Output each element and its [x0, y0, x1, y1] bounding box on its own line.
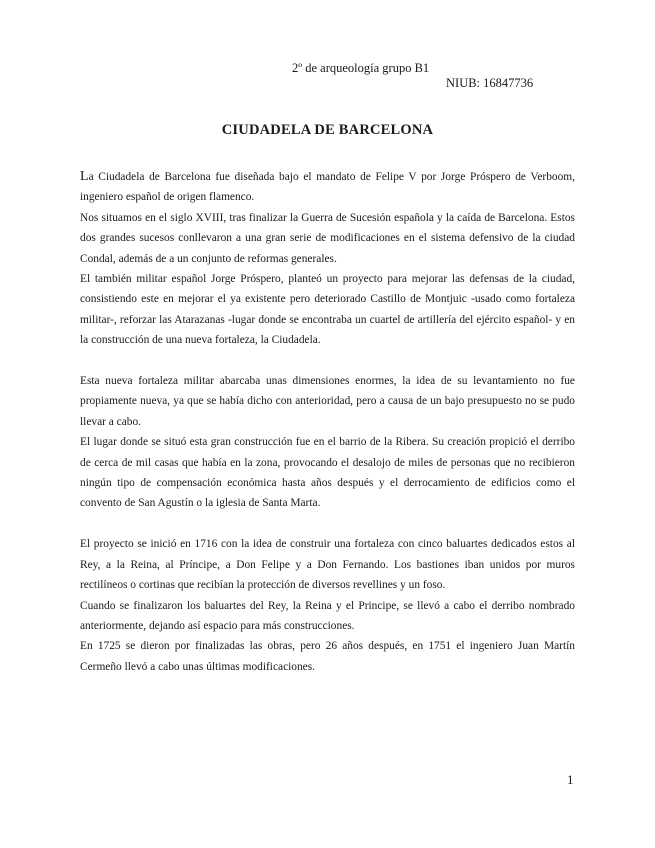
- paragraph-7: Cuando se finalizaron los baluartes del Rey, la Reina y el Principe, se llevó a cabo el derribo nombrado anteriormente, dejando así espacio para más construcciones.: [80, 599, 575, 632]
- paragraph-3: El también militar español Jorge Próspero, planteó un proyecto para mejorar las defensas de la ciudad, consistiendo este en mejorar el ya existente pero deteriorado Castillo de Montjuic -usado como fortaleza militar-, reforzar las Atarazanas -lugar donde se encontraba un cuartel de artillería del ejército español- y en la construcción de una nueva fortaleza, la Ciudadela.: [80, 273, 575, 347]
- header-niub: NIUB: 16847736: [446, 76, 534, 90]
- paragraph-1-initial: L: [80, 169, 89, 184]
- paragraph-4: Esta nueva fortaleza militar abarcaba unas dimensiones enormes, la idea de su levantamiento no fue propiamente nueva, ya que se había dicho con anterioridad, pero a causa de un bajo presupuesto no se pudo llevar a cabo.: [80, 375, 575, 428]
- paragraph-1-text: a Ciudadela de Barcelona fue diseñada bajo el mandato de Felipe V por Jorge Próspero de Verboom, ingeniero español de origen flamenco.: [80, 171, 575, 204]
- document-body: [80, 167, 575, 677]
- header-course: 2º de arqueología grupo B1: [292, 61, 430, 75]
- page-number: 1: [567, 772, 574, 787]
- paragraph-1: [80, 167, 575, 208]
- paragraph-8: En 1725 se dieron por finalizadas las obras, pero 26 años después, en 1751 el ingeniero Juan Martín Cermeño llevó a cabo unas últimas modificaciones.: [80, 640, 575, 673]
- document-title: CIUDADELA DE BARCELONA: [221, 122, 434, 138]
- paragraph-2: Nos situamos en el siglo XVIII, tras finalizar la Guerra de Sucesión española y la caída de Barcelona. Estos dos grandes sucesos conllevaron a una gran serie de modificaciones en el sistema defensivo de la ciudad Condal, además de a un conjunto de reformas generales.: [80, 211, 575, 265]
- paragraph-6: El proyecto se inició en 1716 con la idea de construir una fortaleza con cinco baluartes dedicados estos al Rey, a la Reina, al Príncipe, a Don Felipe y a Don Fernando. Los bastiones iban unidos por muros rectilíneos o cortinas que recibían la protección de diversos revellines y un foso.: [80, 538, 575, 592]
- paragraph-5: El lugar donde se situó esta gran construcción fue en el barrio de la Ribera. Su creación propició el derribo de cerca de mil casas que había en la zona, provocando el desalojo de miles de personas que no recibieron ningún tipo de compensación económica hasta años después y el derrocamiento de edificios como el convento de San Agustín o la iglesia de Santa Marta.: [80, 436, 575, 510]
